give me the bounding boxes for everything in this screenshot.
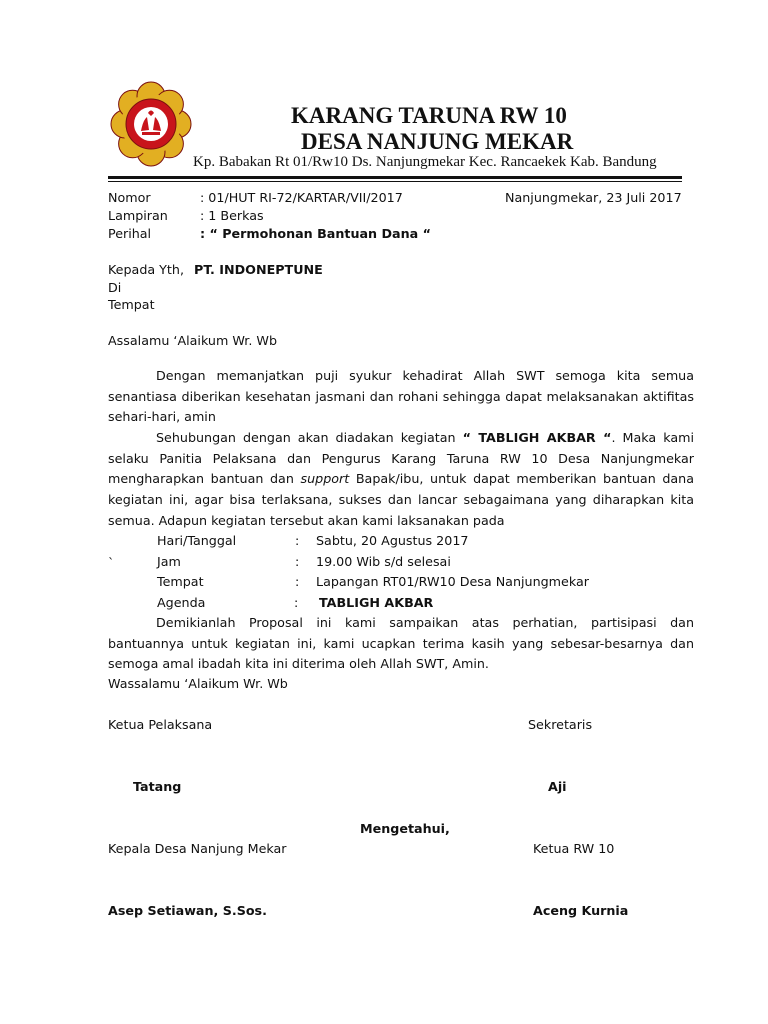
- schedule-colon: :: [294, 595, 299, 610]
- schedule-label-tempat: Tempat: [157, 574, 204, 589]
- letterhead-address: Kp. Babakan Rt 01/Rw10 Ds. Nanjungmekar Kec. Rancaekek Kab. Bandung: [193, 154, 657, 170]
- recipient-line: [108, 259, 323, 280]
- opening-greeting: Assalamu ‘Alaikum Wr. Wb: [108, 333, 278, 348]
- paragraph-opening: Dengan memanjatkan puji syukur kehadirat Allah SWT semoga kita semua senantiasa diberikan kesehatan jasmani dan rohani sehingga dapat melaksanakan aktifitas sehari-hari, amin: [108, 368, 694, 425]
- schedule-value-agenda: TABLIGH AKBAR: [319, 595, 434, 610]
- recipient-company: PT. INDONEPTUNE: [194, 262, 323, 277]
- sekretaris-name: Aji: [548, 779, 567, 794]
- schedule-colon: :: [295, 554, 300, 569]
- kepada-yth: Kepada Yth,: [108, 262, 184, 277]
- closing-greeting: Wassalamu ‘Alaikum Wr. Wb: [108, 676, 288, 691]
- recipient-tempat: Tempat: [108, 297, 155, 312]
- letterhead-rule-thin: [108, 181, 682, 182]
- recipient-di: Di: [108, 280, 122, 295]
- lampiran-value: : 1 Berkas: [200, 208, 264, 223]
- ketua-rw-title: Ketua RW 10: [533, 841, 615, 856]
- paragraph-request-part-3: Bapak/ibu, untuk dapat memberikan bantuan dana kegiatan ini, agar bisa terlaksana, sukses dan lancar sebagaimana yang diharapkan kita semua. Adapun kegiatan tersebut akan kami laksanakan pada: [108, 471, 694, 528]
- place-date: Nanjungmekar, 23 Juli 2017: [505, 190, 682, 205]
- paragraph-request-part-1: Sehubungan dengan akan diadakan kegiatan: [156, 430, 463, 445]
- mengetahui-label: Mengetahui,: [360, 821, 450, 836]
- letterhead-rule-thick: [108, 176, 682, 179]
- kepala-desa-name: Asep Setiawan, S.Sos.: [108, 903, 267, 918]
- kepala-desa-title: Kepala Desa Nanjung Mekar: [108, 841, 287, 856]
- schedule-value-jam: 19.00 Wib s/d selesai: [316, 554, 451, 569]
- schedule-value-hari: Sabtu, 20 Agustus 2017: [316, 533, 469, 548]
- nomor-label: Nomor: [108, 190, 151, 205]
- event-name: “ TABLIGH AKBAR “: [462, 430, 612, 445]
- lampiran-label: Lampiran: [108, 208, 168, 223]
- support-word: support: [300, 471, 350, 487]
- stray-backtick: `: [108, 555, 115, 570]
- paragraph-request-part-2: . Maka kami selaku Panitia Pelaksana dan Pengurus Karang Taruna RW 10 Desa Nanjungmekar mengharapkan bantuan dan: [108, 430, 694, 487]
- perihal-value: : “ Permohonan Bantuan Dana “: [200, 226, 431, 241]
- paragraph-closing: Demikianlah Proposal ini kami sampaikan atas perhatian, partisipasi dan bantuannya untuk kegiatan ini, kami ucapkan terima kasih yang sebesar-besarnya dan semoga amal ibadah kita ini diterima oleh Allah SWT, Amin.: [108, 615, 694, 672]
- schedule-label-jam: Jam: [157, 554, 181, 569]
- schedule-label-hari: Hari/Tanggal: [157, 533, 237, 548]
- ketua-rw-name: Aceng Kurnia: [533, 903, 629, 918]
- schedule-colon: :: [295, 533, 300, 548]
- nomor-value: : 01/HUT RI-72/KARTAR/VII/2017: [200, 190, 403, 205]
- perihal-label: Perihal: [108, 226, 152, 241]
- ketua-pelaksana-title: Ketua Pelaksana: [108, 717, 213, 732]
- schedule-label-agenda: Agenda: [157, 595, 206, 610]
- schedule-value-tempat: Lapangan RT01/RW10 Desa Nanjungmekar: [316, 574, 589, 589]
- org-name-heading: KARANG TARUNA RW 10: [291, 103, 567, 128]
- karang-taruna-emblem-icon: [110, 80, 192, 168]
- sekretaris-title: Sekretaris: [528, 717, 593, 732]
- village-heading: DESA NANJUNG MEKAR: [301, 129, 574, 154]
- schedule-colon: :: [295, 574, 300, 589]
- paragraph-request: [108, 428, 694, 532]
- ketua-pelaksana-name: Tatang: [133, 779, 182, 794]
